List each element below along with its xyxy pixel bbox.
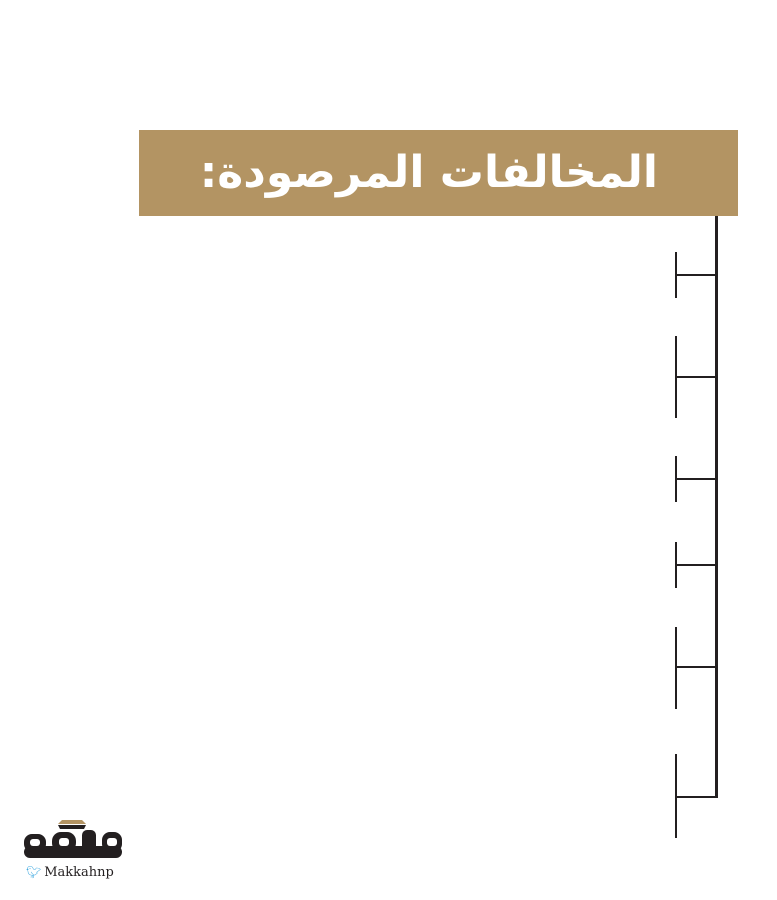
- item-connector: [677, 666, 715, 668]
- list-trunk-line: [715, 216, 718, 798]
- twitter-handle: [26, 865, 114, 880]
- item-connector: [677, 796, 715, 798]
- item-connector: [677, 274, 715, 276]
- header-bar: [139, 130, 738, 216]
- item-connector: [677, 376, 715, 378]
- twitter-bird-icon: 🐦︎: [26, 865, 42, 879]
- header-title: المخالفات المرصودة:: [199, 147, 658, 198]
- item-connector: [677, 564, 715, 566]
- twitter-handle-text: Makkahnp: [44, 865, 114, 880]
- item-connector: [677, 478, 715, 480]
- item-bracket: [675, 627, 677, 709]
- makkah-logo-mark: [22, 818, 126, 862]
- makkah-logo: [22, 818, 126, 866]
